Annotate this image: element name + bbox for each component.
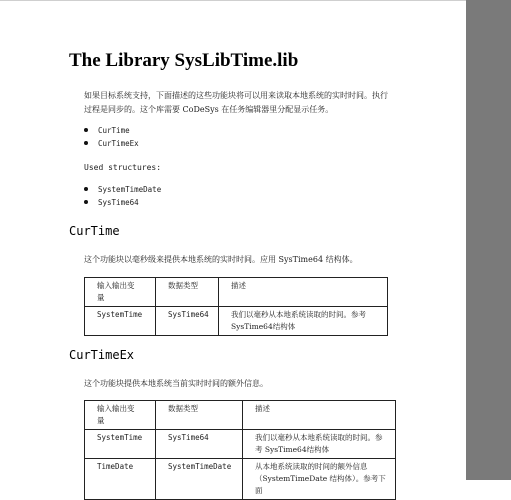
- table-row: [85, 307, 388, 336]
- desc-line: 从本地系统读取的时间的额外信息: [255, 462, 368, 471]
- table-header-cell: 数据类型: [156, 401, 243, 430]
- table-header-cell: [85, 401, 156, 430]
- section-heading-curtime: CurTime: [69, 224, 120, 238]
- desc-line: 我们以毫秒从本地系统读取的时间。参考: [231, 310, 366, 319]
- table-cell-desc: [243, 459, 396, 500]
- desc-line: 我们以毫秒从本地系统读取的时间。参: [255, 433, 383, 442]
- section-description: 这个功能块以毫秒级来提供本地系统的实时时间。应用 SysTime64 结构体。: [84, 255, 358, 264]
- table-cell-var: SystemTime: [85, 307, 156, 336]
- section-description: 这个功能块提供本地系统当前实时时间的额外信息。: [84, 379, 268, 388]
- curtimeex-table: [84, 400, 396, 500]
- table-cell-type: SysTime64: [156, 430, 243, 459]
- list-item: [84, 138, 139, 150]
- bullet-icon: [84, 187, 88, 191]
- header-var-line-1: 输入输出变: [97, 404, 135, 413]
- used-structures-label: Used structures:: [84, 163, 162, 172]
- table-header-cell: 描述: [243, 401, 396, 430]
- table-cell-desc: [243, 430, 396, 459]
- table-cell-desc: [219, 307, 388, 336]
- function-name: CurTimeEx: [98, 139, 139, 148]
- table-cell-type: SysTime64: [156, 307, 219, 336]
- table-cell-type: SystemTimeDate: [156, 459, 243, 500]
- header-var-line-2: 量: [97, 416, 105, 425]
- structure-name: SysTime64: [98, 198, 139, 207]
- curtime-table: [84, 277, 388, 336]
- table-header-row: [85, 278, 388, 307]
- desc-line: 考 SysTime64结构体: [255, 445, 330, 454]
- list-item: [84, 184, 161, 196]
- desc-line: SysTime64结构体: [231, 322, 296, 331]
- section-heading-curtimeex: CurTimeEx: [69, 348, 135, 362]
- table-cell-var: SystemTime: [85, 430, 156, 459]
- bullet-icon: [84, 200, 88, 204]
- intro-line-2: 过程是同步的。这个库需要 CoDeSys 在任务编辑器里分配显示任务。: [84, 105, 334, 114]
- table-header-cell: [85, 278, 156, 307]
- list-item: [84, 125, 130, 137]
- table-row: [85, 430, 396, 459]
- header-var-line-1: 输入输出变: [97, 281, 135, 290]
- table-header-row: [85, 401, 396, 430]
- list-item: [84, 197, 139, 209]
- bullet-icon: [84, 141, 88, 145]
- table-header-cell: 描述: [219, 278, 388, 307]
- table-cell-var: TimeDate: [85, 459, 156, 500]
- page-top-border: [0, 0, 466, 1]
- page-title: The Library SysLibTime.lib: [69, 50, 299, 71]
- desc-line: （SystemTimeDate 结构体）。参考下面: [255, 474, 386, 495]
- header-var-line-2: 量: [97, 293, 105, 302]
- viewer-background-margin: [466, 0, 511, 480]
- table-row: [85, 459, 396, 500]
- function-name: CurTime: [98, 126, 130, 135]
- bullet-icon: [84, 128, 88, 132]
- table-header-cell: 数据类型: [156, 278, 219, 307]
- intro-line-1: 如果目标系统支持，下面描述的这些功能块将可以用来读取本地系统的实时时间。执行: [84, 91, 388, 100]
- structure-name: SystemTimeDate: [98, 185, 162, 194]
